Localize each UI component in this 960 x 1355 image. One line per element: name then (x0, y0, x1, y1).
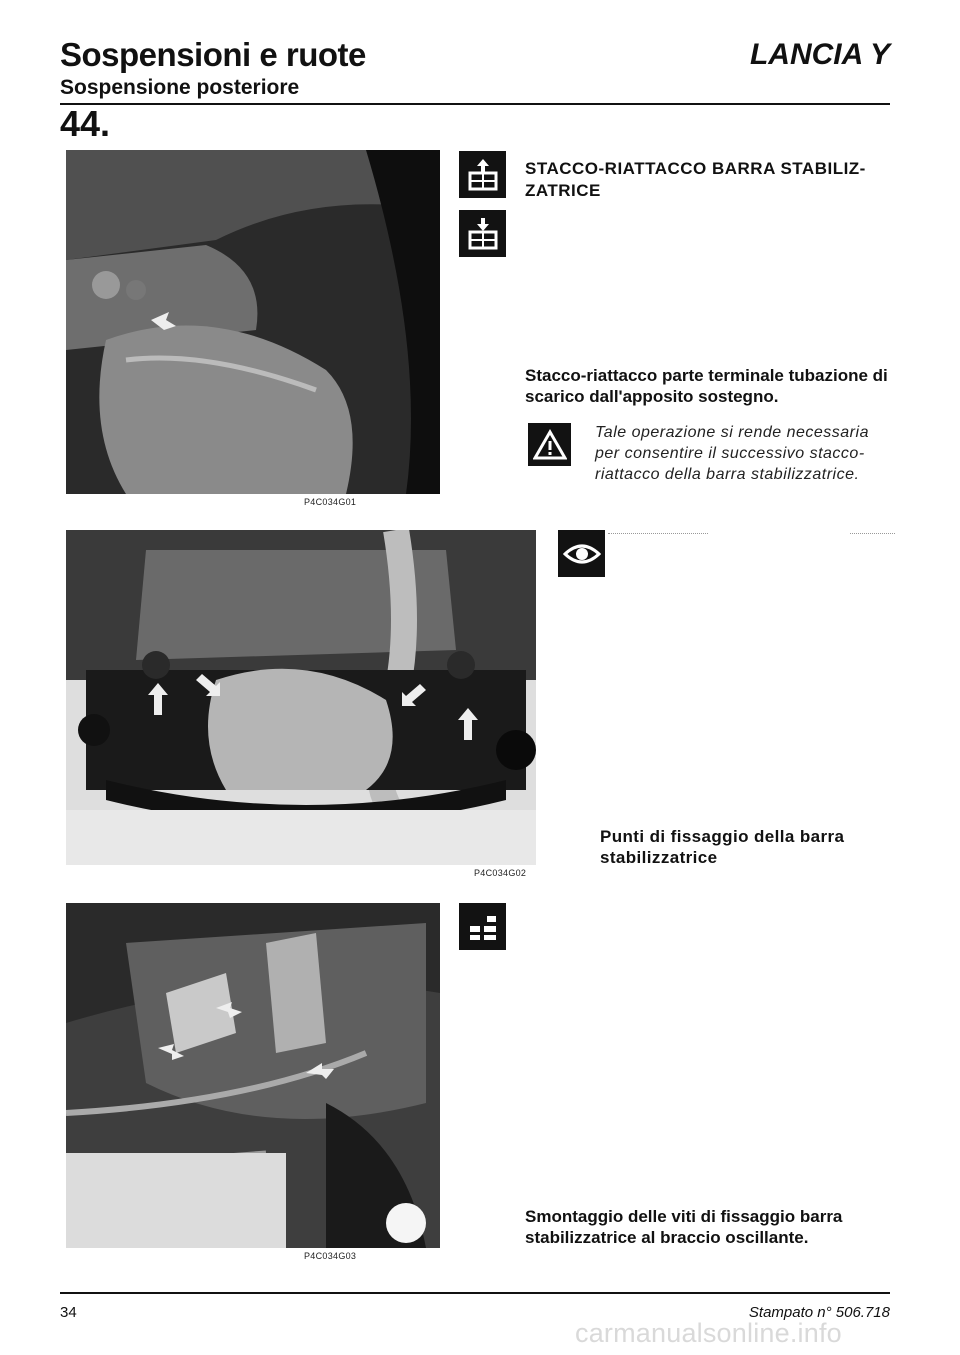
remove-icon (459, 151, 506, 198)
step-remove-screws: Smontaggio delle viti di fissaggio barra stabilizzatrice al braccio oscillante. (525, 1207, 843, 1247)
header-rule (60, 103, 890, 105)
photo-stabilizer-mounting-points (66, 530, 536, 865)
footer-rule (60, 1292, 890, 1294)
warning-icon (528, 423, 571, 466)
inspection-eye-icon (558, 530, 605, 577)
photo-stabilizer-screws (66, 903, 440, 1248)
divider (608, 533, 708, 534)
photo-code: P4C034G01 (304, 497, 357, 507)
section-number: 44. (60, 103, 111, 144)
disassembly-icon (459, 903, 506, 950)
watermark: carmanualsonline.info (575, 1318, 842, 1348)
photo-code: P4C034G03 (304, 1251, 357, 1261)
warning-note: Tale operazione si rende necessaria per consentire il successivo stacco-riattacco della barra stabilizzatrice. (595, 424, 869, 483)
subsection-title: Sospensione posteriore (60, 76, 300, 99)
divider (850, 533, 895, 534)
refit-icon (459, 210, 506, 257)
print-reference: Stampato n° 506.718 (748, 1304, 890, 1321)
step-mounting-points: Punti di fissaggio della barra stabilizzatrice (600, 827, 845, 867)
step-exhaust-support: Stacco-riattacco parte terminale tubazione di scarico dall'apposito sostegno. (525, 366, 888, 406)
section-title: Sospensioni e ruote (60, 36, 366, 73)
photo-exhaust-support (66, 150, 440, 494)
photo-code: P4C034G02 (474, 868, 527, 878)
page-number: 34 (60, 1304, 77, 1321)
operation-title: STACCO-RIATTACCO BARRA STABILIZ-ZATRICE (525, 159, 866, 200)
brand-name: LANCIA Y (749, 38, 890, 71)
